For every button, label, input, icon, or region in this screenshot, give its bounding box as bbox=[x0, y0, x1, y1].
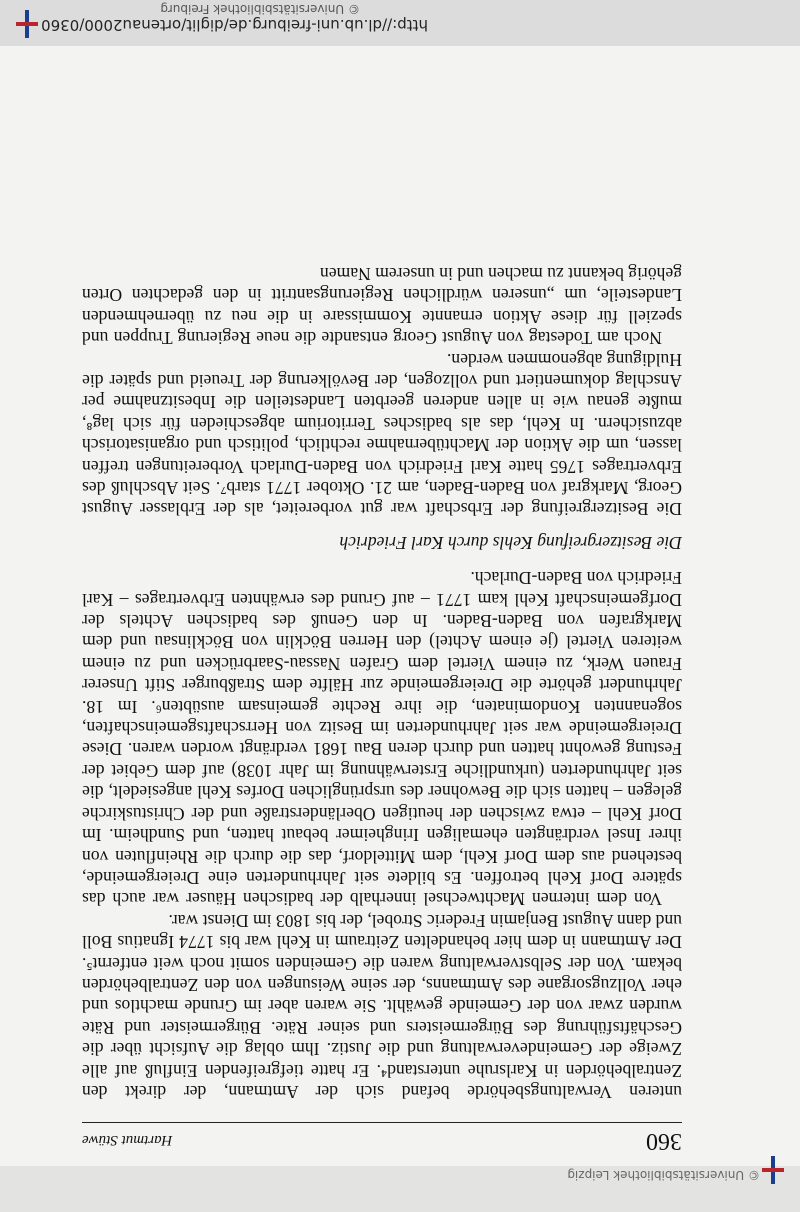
running-head-author: Hartmut Stüwe bbox=[82, 1132, 173, 1148]
paragraph-3: Die Besitzergreifung der Erbschaft war gut vorbereitet, als der Erblasser August Georg, Markgraf von Baden-Baden, am 21. Oktober 1771 starb⁷. Seit Abschluß des Erbvertrages 1765 hatte Karl Friedrich von Baden-Durlach Vorbereitungen treffen lassen, um die Aktion der Machtübernahme rechtlich, politisch und organisatorisch abzusichern. In Kehl, das als badisches Territorium abgeschieden für sich lag⁸, mußte genau wie in allen anderen geerbten Landesteilen die Inbesitznahme per Anschlag dokumentiert und vollzogen, der Bevölkerung der Treueid und später die Huldigung abgenommen werden. bbox=[82, 349, 682, 520]
viewer-footer bbox=[0, 0, 800, 46]
top-strip bbox=[0, 1166, 800, 1212]
page-number: 360 bbox=[646, 1128, 682, 1154]
page-header bbox=[82, 1122, 682, 1154]
top-strip-credit: © Universitätsbibliothek Leipzig bbox=[567, 1168, 760, 1182]
page-body bbox=[82, 263, 682, 1102]
paragraph-2: Von dem internen Machtwechsel innerhalb der badischen Häuser war auch das spätere Dorf Kehl betroffen. Es bildete seit Jahrhunderten eine Dreiergemeinde, bestehend aus dem Dorf Kehl, dem Mitteldorf, das die durch die Rheinfluten von ihrer Insel verdrängten ehemaligen Iringheimer bebaut hatten, und Sundheim. Im Dorf Kehl – etwa zwischen der heutigen Oberländerstraße und der Christuskirche gelegen – hatten sich die Bewohner des ursprünglichen Dorfes Kehl angesiedelt, die seit Jahrhunderten (urkundliche Ersterwähnung im Jahr 1038) auf dem Gebiet der Festung gewohnt hatten und durch deren Bau 1681 verdrängt worden waren. Diese Dreiergemeinde war seit Jahrhunderten im Besitz von Herrschaftsgemeinschaften, sogenannten Kondominaten, die ihre Rechte gemeinsam ausübten⁶. Im 18. Jahrhundert gehörte die Dreiergemeinde zur Hälfte dem Straßburger Stift Unserer Frauen Werk, zu einem Viertel dem Grafen Nassau-Saarbrücken und zu einem weiteren Viertel (je einem Achtel) den Herren Böcklin von Böcklinsau und dem Markgrafen von Baden-Baden. In den Genuß des badischen Achtels der Dorfgemeinschaft Kehl kam 1771 – auf Grund des erwähnten Erbvertrages – Karl Friedrich von Baden-Durlach. bbox=[82, 568, 682, 910]
paragraph-4: Noch am Todestag von August Georg entsandte die neue Regierung Truppen und speziell für diese Aktion ernannte Kommissare in die neu zu übernehmenden Landesteile, um „unseren würdlichen Regierungsantritt in den gedachten Orten gehörig bekannt zu machen und in unserem Namen bbox=[82, 263, 682, 349]
paragraph-1: unteren Verwaltungsbehörde befand sich der Amtmann, der direkt den Zentralbehörden in Karlsruhe unterstand⁴. Er hatte tiefgreifenden Einfluß auf alle Zweige der Gemeindeverwaltung und die Justiz. Ihm oblag die Aufsicht über die Geschäftsführung des Bürgermeisters und seiner Räte. Bürgermeister und Räte wurden zwar von der Gemeinde gewählt. Sie waren aber im Grunde machtlos und eher Vollzugsorgane des Amtmanns, der seine Weisungen von den Zentralbehörden bekam. Von der Selbstverwaltung waren die Gemeinden somit noch weit entfernt⁵. Der Amtmann in dem hier behandelten Zeitraum in Kehl war bis 1774 Ignatius Boll und dann August Benjamin Frederic Strobel, der bis 1803 im Dienst war. bbox=[82, 910, 682, 1102]
section-heading: Die Besitzergreifung Kehls durch Karl Friedrich bbox=[339, 532, 682, 553]
ub-freiburg-logo-icon bbox=[16, 10, 38, 38]
library-logo-icon bbox=[762, 1156, 784, 1184]
source-url-link[interactable]: http://dl.ub.uni-freiburg.de/diglit/ortenau2000/0360 bbox=[41, 16, 428, 34]
library-credit: © Universitätsbibliothek Freiburg bbox=[160, 2, 360, 16]
